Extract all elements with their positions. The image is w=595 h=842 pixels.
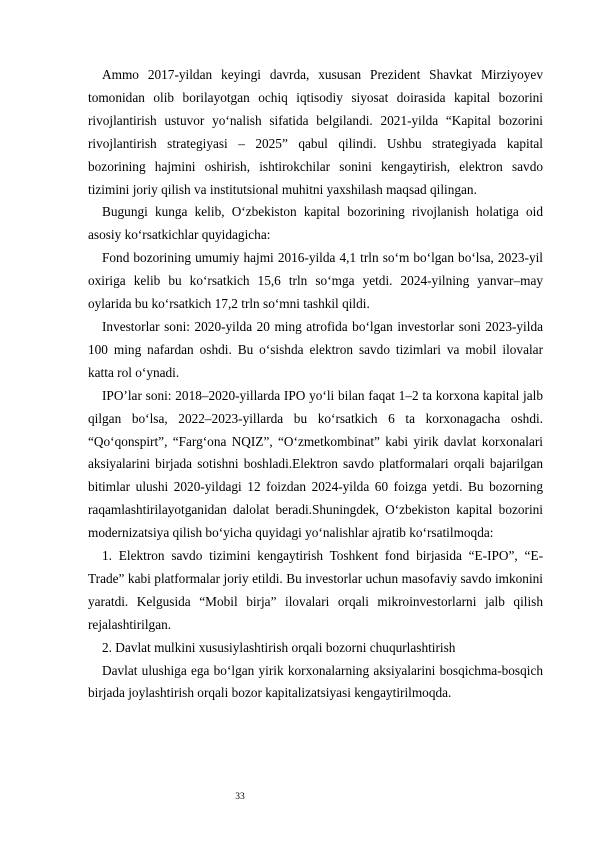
paragraph-indicators-intro: Bugungi kunga kelib, O‘zbekiston kapital bozorining rivojlanish holatiga oid asosiy ko‘rsatkichlar quyidagicha:	[88, 204, 543, 243]
paragraph-privatization: Davlat ulushiga ega bo‘lgan yirik korxonalarning aksiyalarini bosqichma-bosqich birjada joylashtirish orqali bozor kapitalizatsiyasi kengaytirilmoqda.	[88, 662, 543, 701]
paragraph-electronic-trading: 1. Elektron savdo tizimini kengaytirish Toshkent fond birjasida “E-IPO”, “E-Trade” kabi platformalar joriy etildi. Bu investorlar uchun masofaviy savdo imkonini yaratdi. Kelgusida “Mobil birja” ilovalari orqali mikroinvestorlarni jalb qilish rejalashtirilgan.	[88, 548, 543, 632]
paragraph-strategy: Ammo 2017-yildan keyingi davrda, xususan Prezident Shavkat Mirziyoyev tomonidan olib borilayotgan ochiq iqtisodiy siyosat doirasida kapital bozorini rivojlantirish ustuvor yo‘nalish sifatida belgilandi. 2021-yilda “Kapital bozorini rivojlantirish strategiyasi – 2025” qabul qilindi. Ushbu strategiyada kapital bozorining hajmini oshirish, ishtirokchilar sonini kengaytirish, elektron savdo tizimini joriy qilish va institutsional muhitni yaxshilash maqsad qilingan.	[88, 67, 543, 197]
paragraph-investors: Investorlar soni: 2020-yilda 20 ming atrofida bo‘lgan investorlar soni 2023-yilda 100 ming nafardan oshdi. Bu o‘sishda elektron savdo tizimlari va mobil ilovalar katta rol o‘ynadi.	[88, 318, 543, 380]
paragraph-ipo: IPO’lar soni: 2018–2020-yillarda IPO yo‘li bilan faqat 1–2 ta korxona kapital jalb qilgan bo‘lsa, 2022–2023-yillarda bu ko‘rsatkich 6 ta korxonagacha oshdi. “Qo‘qonspirt”, “Farg‘ona NQIZ”, “O‘zmetkombinat” kabi yirik davlat korxonalari aksiyalarini birjada sotishni boshladi.Elektron savdo platformalari orqali bajarilgan bitimlar ulushi 2020-yildagi 12 foizdan 2024-yilda 60 foizga yetdi. Bu bozorning raqamlashtirilayotganidan dalolat beradi.Shuningdek, O‘zbekiston kapital bozorini modernizatsiya qilish bo‘yicha quyidagi yo‘nalishlar ajratib ko‘rsatilmoqda:	[88, 387, 543, 541]
page-number: 33	[235, 792, 245, 802]
paragraph-privatization-heading: 2. Davlat mulkini xususiylashtirish orqali bozorni chuqurlashtirish	[102, 639, 456, 655]
document-body	[88, 64, 543, 705]
paragraph-market-volume: Fond bozorining umumiy hajmi 2016-yilda 4,1 trln so‘m bo‘lgan bo‘lsa, 2023-yil oxiriga kelib bu ko‘rsatkich 15,6 trln so‘mga yetdi. 2024-yilning yanvar–may oylarida bu ko‘rsatkich 17,2 trln so‘mni tashkil qildi.	[88, 250, 543, 312]
